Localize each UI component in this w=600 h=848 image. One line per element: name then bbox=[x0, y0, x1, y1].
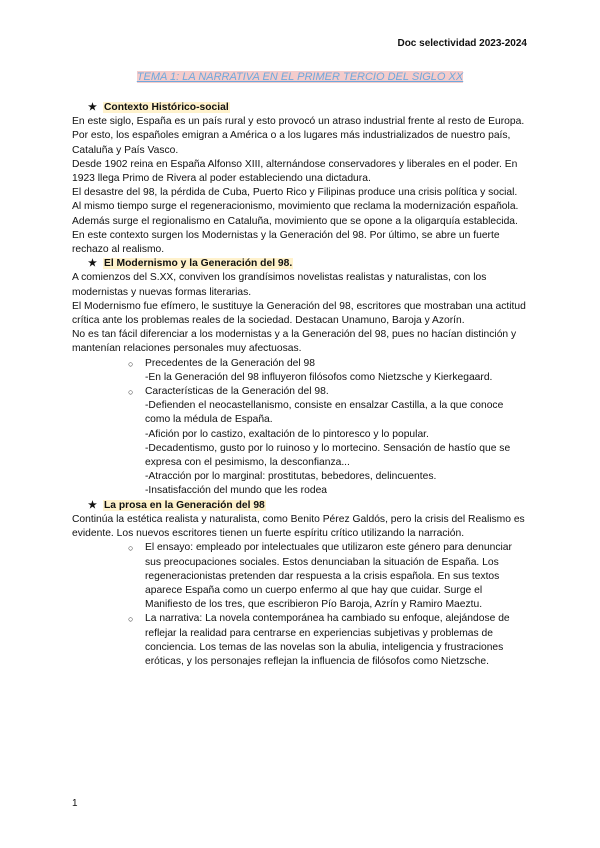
paragraph: A comienzos del S.XX, conviven los grandísimos novelistas realistas y naturalistas, con los modernistas y nuevas formas literarias. bbox=[72, 272, 487, 298]
page-number: 1 bbox=[72, 798, 78, 809]
list-item: ○ Precedentes de la Generación del 98 -En la Generación del 98 influyeron filósofos como Nietzsche y Kierkegaard. bbox=[128, 357, 530, 385]
doc-title-text: TEMA 1: LA NARRATIVA EN EL PRIMER TERCIO DEL SIGLO XX bbox=[136, 71, 464, 83]
paragraph: Desde 1902 reina en España Alfonso XIII, alternándose conservadores y liberales en el poder. En 1923 llega Primo de Rivera al poder estableciendo una dictadura. bbox=[72, 158, 518, 185]
paragraph: El desastre del 98, la pérdida de Cuba, Puerto Rico y Filipinas produce una crisis política y social. bbox=[72, 187, 518, 199]
section-heading-contexto: ★ Contexto Histórico-social bbox=[88, 102, 229, 113]
star-icon: ★ bbox=[88, 499, 97, 511]
paragraph: En este contexto surgen los Modernistas y la Generación del 98. Por último, se abre un fuerte rechazo al realismo. bbox=[72, 229, 500, 256]
paragraph: Al mismo tiempo surge el regeneracionismo, movimiento que reclama la modernización española. Además surge el regionalismo en Cataluña, movimiento que se opone a la oligarquía establecida. bbox=[72, 201, 519, 227]
star-icon: ★ bbox=[88, 102, 97, 113]
doc-header: Doc selectividad 2023-2024 bbox=[397, 38, 527, 49]
star-icon: ★ bbox=[88, 258, 97, 270]
doc-title bbox=[0, 71, 600, 83]
paragraph: Continúa la estética realista y naturalista, como Benito Pérez Galdós, pero la crisis del Realismo es evidente. Los nuevos escritores tienen un fuerte espíritu crítico utilizando la narración. bbox=[72, 513, 525, 540]
section-heading-prosa: ★ La prosa en la Generación del 98 bbox=[88, 499, 265, 511]
list-item: ○ El ensayo: empleado por intelectuales que utilizaron este género para denunciar sus preocupaciones sociales. Estos denunciaban la situación de España. Los regeneracionistas pretenden dar respuesta a la crisis española. En sus textos aparece España como un cuerpo enfermo al que hay que cuidar. Surge el Manifiesto de los tres, que escribieron Pío Baroja, Azrín y Ramiro Maeztu. bbox=[128, 541, 530, 612]
paragraph: En este siglo, España es un país rural y esto provocó un atraso industrial frente al resto de Europa. Por esto, los españoles emigran a América o a los lugares más industrializados de nuestro país, Cataluña y País Vasco. bbox=[72, 116, 525, 156]
list-item: ○ La narrativa: La novela contemporánea ha cambiado su enfoque, alejándose de reflejar la realidad para centrarse en experiencias subjetivas y problemas de conciencia. Los temas de las novelas son la abulia, inteligencia y frustraciones eróticas, y los personajes reflejan la influencia de filósofos como Nietzsche. bbox=[128, 612, 530, 669]
paragraph: El Modernismo fue efímero, le sustituye la Generación del 98, escritores que mostraban una actitud crítica ante los problemas reales de la sociedad. Destacan Unamuno, Baroja y Azorín. bbox=[72, 300, 526, 327]
section-heading-modernismo: ★ El Modernismo y la Generación del 98. bbox=[88, 258, 293, 270]
paragraph: No es tan fácil diferenciar a los modernistas y a la Generación del 98, pues no hacían distinción y mantenían relaciones personales muy afectuosas. bbox=[72, 329, 517, 355]
list-item: ○ Características de la Generación del 98. -Defienden el neocastellanismo, consiste en ensalzar Castilla, a la que conoce como la médula de España. -Afición por lo castizo, exaltación de lo pintoresco y lo popular. -Decadentismo, gusto por lo ruinoso y lo mortecino. Sensación de hastío que se expresa con el pesimismo, la desconfianza... -Atracción por lo marginal: prostitutas, bebedores, delincuentes. -Insatisfacción del mundo que les rodea bbox=[128, 385, 530, 499]
sub-list bbox=[128, 541, 530, 669]
sub-list bbox=[128, 357, 530, 499]
doc-body bbox=[72, 101, 530, 669]
